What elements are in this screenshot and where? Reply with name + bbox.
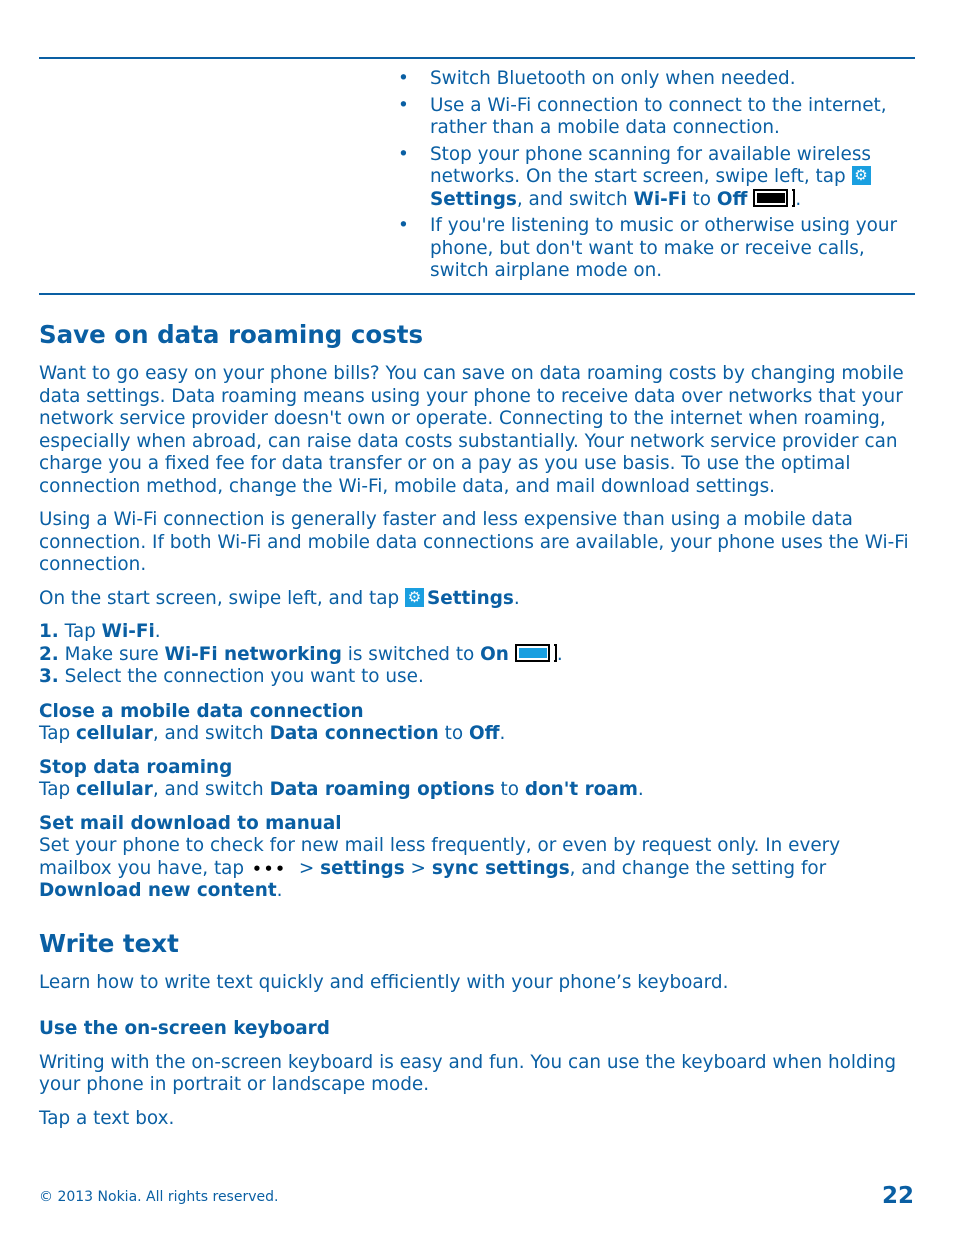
- text: , and switch: [152, 723, 264, 744]
- dont-roam-label: don't roam: [524, 779, 638, 800]
- gear-icon: [405, 588, 424, 607]
- sync-settings-label: sync settings: [431, 857, 570, 879]
- settings-label: settings: [320, 857, 405, 879]
- text: On the start screen, swipe left, and tap: [39, 587, 400, 609]
- subheading: Close a mobile data connection: [39, 700, 364, 722]
- text: to: [500, 779, 519, 800]
- off-label: Off: [468, 723, 500, 744]
- paragraph: Using a Wi-Fi connection is generally faster and less expensive than using a mobile data connection. If both Wi-Fi and mobile data connections are available, your phone uses the Wi-Fi connection.: [39, 509, 909, 575]
- wifi-label: Wi-Fi: [101, 621, 155, 642]
- download-new-content-label: Download new content: [39, 880, 277, 901]
- tip-text: Switch Bluetooth on only when needed.: [430, 68, 796, 89]
- main-content: [39, 318, 917, 1130]
- text: , and switch: [152, 779, 264, 800]
- toggle-on-icon: [515, 644, 557, 662]
- wifi-label: Wi-Fi: [633, 188, 687, 210]
- data-roaming-options-label: Data roaming options: [269, 779, 495, 800]
- text: Set your phone to check for new mail less frequently, or even by request only. In every mailbox you have, tap: [39, 835, 841, 879]
- cellular-label: cellular: [76, 723, 153, 744]
- step-2: [39, 644, 917, 667]
- text: >: [298, 857, 315, 879]
- close-data-block: [39, 701, 917, 746]
- paragraph: Want to go easy on your phone bills? You can save on data roaming costs by changing mobile data settings. Data roaming means using your phone to receive data over networks that your network service provider doesn't own or operate. Connecting to the internet when roaming, especially when abroad, can raise data costs substantially. Your network service provider can charge you a fixed fee for data transfer or on a pay as you use basis. To use the optimal connection method, change the Wi-Fi, mobile data, and mail download settings.: [39, 363, 904, 497]
- text: Select the connection you want to use.: [64, 666, 424, 687]
- paragraph: Writing with the on-screen keyboard is easy and fun. You can use the keyboard when holding your phone in portrait or landscape mode.: [39, 1051, 897, 1095]
- power-tips-list: [398, 68, 918, 287]
- section-title: Save on data roaming costs: [39, 320, 424, 349]
- text: .: [499, 723, 506, 744]
- mail-download-block: [39, 813, 917, 903]
- text: .: [513, 587, 520, 609]
- copyright-footer: © 2013 Nokia. All rights reserved.: [39, 1189, 279, 1205]
- text: to: [444, 723, 464, 744]
- off-label: Off: [716, 188, 748, 210]
- text: Tap: [39, 723, 71, 744]
- on-label: On: [480, 643, 509, 665]
- subheading: Set mail download to manual: [39, 812, 342, 834]
- text: Tap: [39, 779, 71, 800]
- tip-text: , and switch: [516, 188, 628, 210]
- list-item: [398, 144, 918, 212]
- cellular-label: cellular: [76, 779, 153, 800]
- paragraph: [39, 779, 917, 802]
- text: .: [154, 621, 161, 642]
- data-connection-label: Data connection: [269, 723, 439, 744]
- list-item: [398, 68, 918, 91]
- step-number: 2.: [39, 643, 59, 665]
- list-item: [398, 95, 918, 140]
- list-item: [398, 215, 918, 283]
- stop-roaming-block: [39, 757, 917, 802]
- steps-list: [39, 621, 917, 689]
- settings-label: Settings: [430, 188, 517, 210]
- subheading: Use the on-screen keyboard: [39, 1018, 330, 1039]
- page-number: 22: [881, 1183, 914, 1209]
- toggle-off-icon: [753, 189, 795, 207]
- text: .: [556, 643, 563, 665]
- step-number: 3.: [39, 666, 59, 687]
- text: .: [637, 779, 644, 800]
- text: is switched to: [347, 643, 475, 665]
- settings-label: Settings: [427, 587, 514, 609]
- start-instruction: [39, 588, 917, 611]
- step-1: [39, 621, 917, 644]
- text: >: [410, 857, 426, 879]
- text: Make sure: [64, 643, 159, 665]
- text: , and change the setting for: [569, 857, 827, 879]
- top-rule: [39, 57, 915, 59]
- tip-text: Use a Wi-Fi connection to connect to the internet, rather than a mobile data connection.: [430, 94, 887, 138]
- wifi-networking-label: Wi-Fi networking: [164, 643, 342, 665]
- paragraph: Tap a text box.: [39, 1107, 175, 1129]
- paragraph: Learn how to write text quickly and efficiently with your phone’s keyboard.: [39, 971, 729, 993]
- tip-text: Stop your phone scanning for available wireless networks. On the start screen, swipe left, tap: [430, 143, 872, 187]
- tip-text: If you're listening to music or otherwise using your phone, but don't want to make or receive calls, switch airplane mode on.: [430, 215, 898, 281]
- section-title: Write text: [39, 928, 179, 958]
- subheading: Stop data roaming: [39, 756, 233, 778]
- tip-text: to: [692, 188, 711, 210]
- tip-text: .: [795, 188, 802, 210]
- text: .: [276, 880, 283, 901]
- gear-icon: [852, 166, 871, 185]
- step-number: 1.: [39, 621, 59, 642]
- bottom-rule: [39, 293, 915, 295]
- paragraph: [39, 835, 917, 903]
- text: Tap: [64, 621, 96, 642]
- step-3: [39, 666, 917, 689]
- paragraph: [39, 723, 917, 746]
- more-dots-icon: •••: [252, 859, 287, 878]
